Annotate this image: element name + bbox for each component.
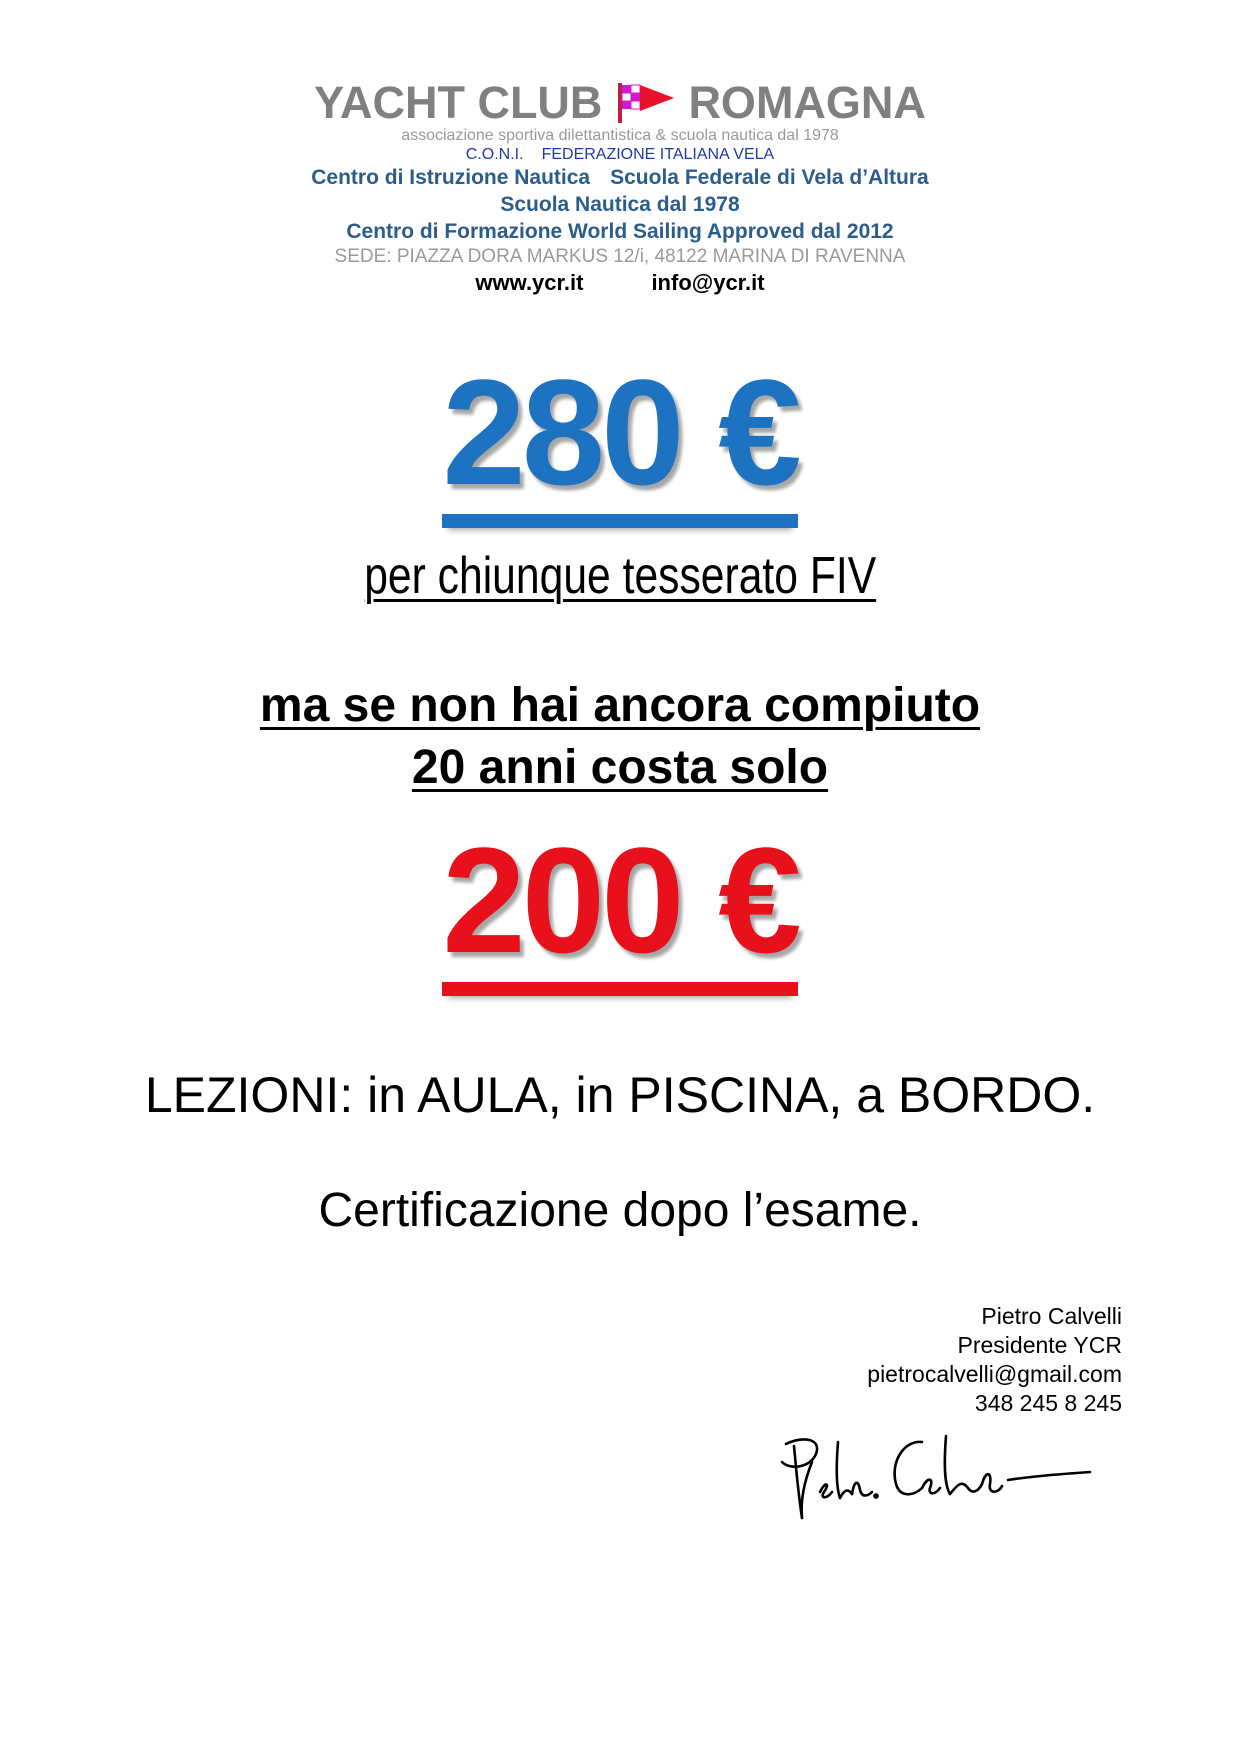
signature-block <box>867 1302 1122 1418</box>
centro-formazione-line: Centro di Formazione World Sailing Approved dal 2012 <box>346 220 894 243</box>
association-line: associazione sportiva dilettantistica & scuola nautica dal 1978 <box>401 127 839 144</box>
promo-line-1 <box>0 676 1240 736</box>
price-full-note <box>0 545 1240 607</box>
price-full-value: 280 € <box>442 352 797 528</box>
schools-line <box>0 164 1240 192</box>
scuola-federale: Scuola Federale di Vela d’Altura <box>610 166 929 189</box>
email-link[interactable]: info@ycr.it <box>651 270 765 295</box>
promo-line-2-text: 20 anni costa solo <box>411 741 829 794</box>
promo-line-2 <box>0 738 1240 798</box>
burgee-flag-icon <box>614 81 678 125</box>
club-name-right: ROMAGNA <box>688 77 926 129</box>
handwritten-signature <box>772 1422 1092 1522</box>
address-line: SEDE: PIAZZA DORA MARKUS 12/i, 48122 MARINA DI RAVENNA <box>334 246 906 267</box>
price-young-value: 200 € <box>442 820 797 996</box>
lessons-text: LEZIONI: in AULA, in PISCINA, a BORDO. <box>144 1067 1096 1123</box>
centro-istruzione: Centro di Istruzione Nautica <box>311 166 591 189</box>
signer-name: Pietro Calvelli <box>981 1303 1122 1329</box>
coni-label: C.O.N.I. <box>465 146 524 163</box>
signer-role: Presidente YCR <box>957 1332 1122 1358</box>
promo-line-1-text: ma se non hai ancora compiuto <box>259 679 981 732</box>
club-title <box>0 72 1240 131</box>
contact-line <box>0 269 1240 297</box>
website-link[interactable]: www.ycr.it <box>475 270 584 295</box>
certification-text: Certificazione dopo l’esame. <box>318 1184 922 1237</box>
signer-email[interactable]: pietrocalvelli@gmail.com <box>867 1361 1122 1387</box>
price-full-note-text: per chiunque tesserato FIV <box>364 547 876 605</box>
scuola-nautica-line: Scuola Nautica dal 1978 <box>500 193 740 216</box>
fiv-label: FEDERAZIONE ITALIANA VELA <box>541 146 775 163</box>
club-name-left: YACHT CLUB <box>314 77 603 129</box>
price-young <box>0 816 1240 996</box>
signer-phone: 348 245 8 245 <box>974 1390 1122 1416</box>
price-full <box>0 348 1240 528</box>
coni-fiv-line <box>0 145 1240 165</box>
